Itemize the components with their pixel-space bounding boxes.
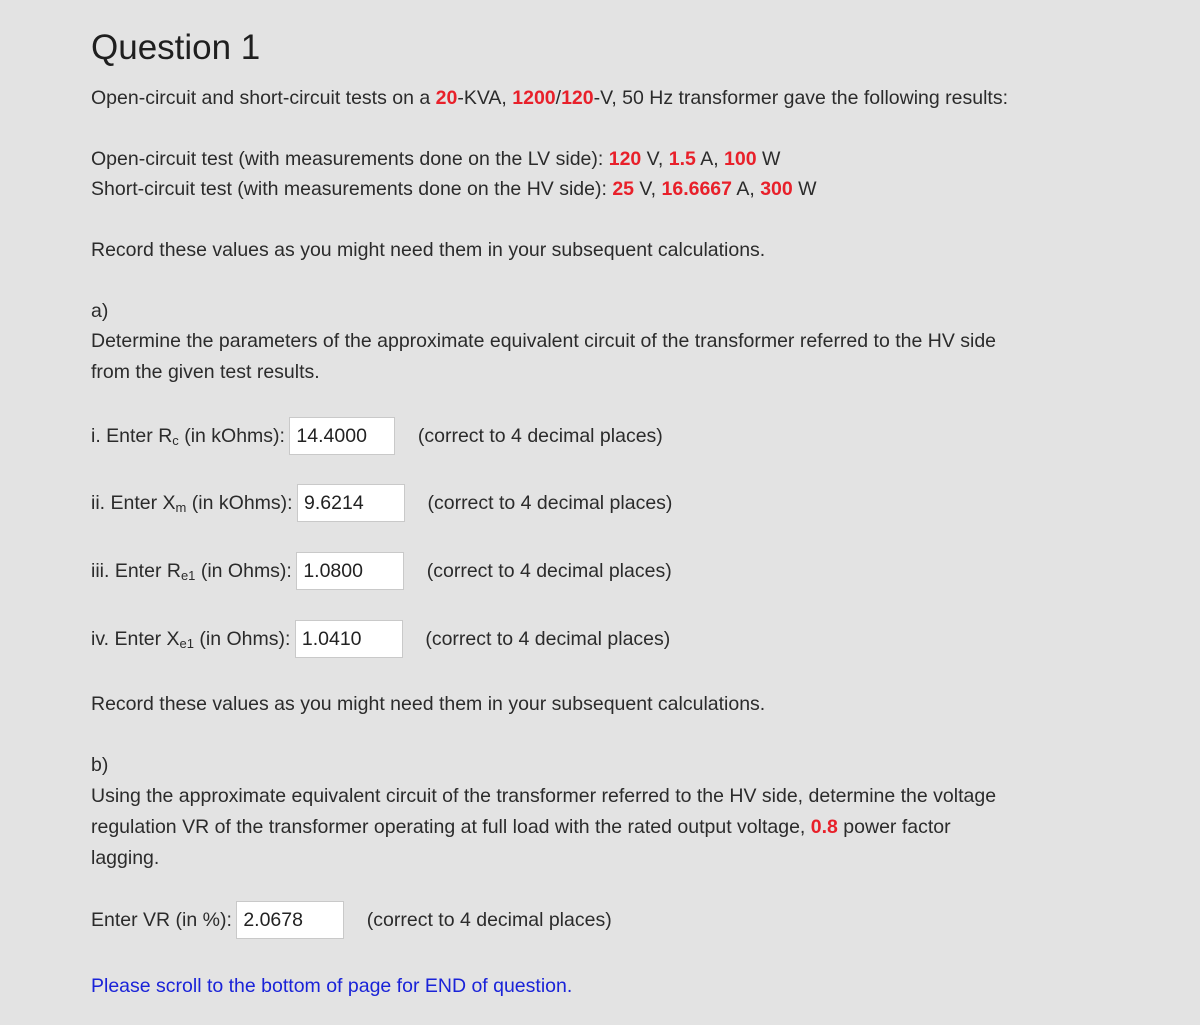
field-row-vr bbox=[91, 901, 612, 939]
part-a-description-1: Determine the parameters of the approximate equivalent circuit of the transformer referred to the HV side bbox=[91, 330, 997, 352]
oc-test-line: Open-circuit test (with measurements done on the LV side): 120 V, 1.5 A, 100 W bbox=[91, 148, 781, 170]
scroll-notice: Please scroll to the bottom of page for END of question. bbox=[91, 975, 573, 997]
record-note-2: Record these values as you might need them in your subsequent calculations. bbox=[91, 693, 766, 715]
question-title: Question 1 bbox=[91, 28, 261, 67]
part-a-label: a) bbox=[91, 300, 109, 322]
part-b-line-1: Using the approximate equivalent circuit of the transformer referred to the HV side, determine the voltage bbox=[91, 785, 997, 807]
rating-lv-voltage: 120 bbox=[561, 87, 594, 109]
field-label-vr: Enter VR (in %): bbox=[91, 908, 232, 931]
part-b-label: b) bbox=[91, 754, 109, 776]
oc-power: 100 bbox=[724, 148, 757, 170]
precision-note: (correct to 4 decimal places) bbox=[426, 559, 672, 582]
precision-note: (correct to 4 decimal places) bbox=[417, 424, 663, 447]
rating-kva: 20 bbox=[435, 87, 458, 109]
re1-answer-input[interactable]: 1.0800 bbox=[296, 552, 404, 590]
vr-answer-input[interactable]: 2.0678 bbox=[236, 901, 344, 939]
power-factor-value: 0.8 bbox=[810, 816, 838, 838]
record-note-1: Record these values as you might need them in your subsequent calculations. bbox=[91, 239, 766, 261]
oc-current: 1.5 bbox=[668, 148, 696, 170]
field-row-rc bbox=[91, 417, 663, 455]
part-b-line-3: lagging. bbox=[91, 847, 160, 869]
sc-current: 16.6667 bbox=[661, 178, 732, 200]
precision-note: (correct to 4 decimal places) bbox=[425, 627, 671, 650]
sc-voltage: 25 bbox=[612, 178, 635, 200]
field-row-re1 bbox=[91, 552, 672, 590]
xm-answer-input[interactable]: 9.6214 bbox=[297, 484, 405, 522]
field-label-xe1: iv. Enter $X_{e1}$ (in Ohms): bbox=[91, 627, 291, 651]
rating-hv-voltage: 1200 bbox=[512, 87, 556, 109]
oc-voltage: 120 bbox=[608, 148, 642, 170]
sc-test-line: Short-circuit test (with measurements done on the HV side): 25 V, 16.6667 A, 300 W bbox=[91, 178, 817, 200]
part-a-description-2: from the given test results. bbox=[91, 361, 320, 383]
field-row-xm bbox=[91, 484, 672, 522]
field-row-xe1 bbox=[91, 620, 670, 658]
precision-note: (correct to 4 decimal places) bbox=[366, 908, 612, 931]
part-b-line-2: regulation VR of the transformer operating at full load with the rated output voltage, 0.8 power factor bbox=[91, 816, 951, 838]
xe1-answer-input[interactable]: 1.0410 bbox=[295, 620, 403, 658]
rc-answer-input[interactable]: 14.4000 bbox=[289, 417, 395, 455]
question-intro: Open-circuit and short-circuit tests on a 20-KVA, 1200/120-V, 50 Hz transformer gave the following results: bbox=[91, 87, 1008, 109]
sc-power: 300 bbox=[760, 178, 793, 200]
field-label-rc: i. Enter $R_c$ (in kOhms): bbox=[91, 424, 285, 448]
field-label-xm: ii. Enter $X_m$ (in kOhms): bbox=[91, 491, 293, 515]
precision-note: (correct to 4 decimal places) bbox=[427, 491, 673, 514]
field-label-re1: iii. Enter $R_{e1}$ (in Ohms): bbox=[91, 559, 292, 583]
